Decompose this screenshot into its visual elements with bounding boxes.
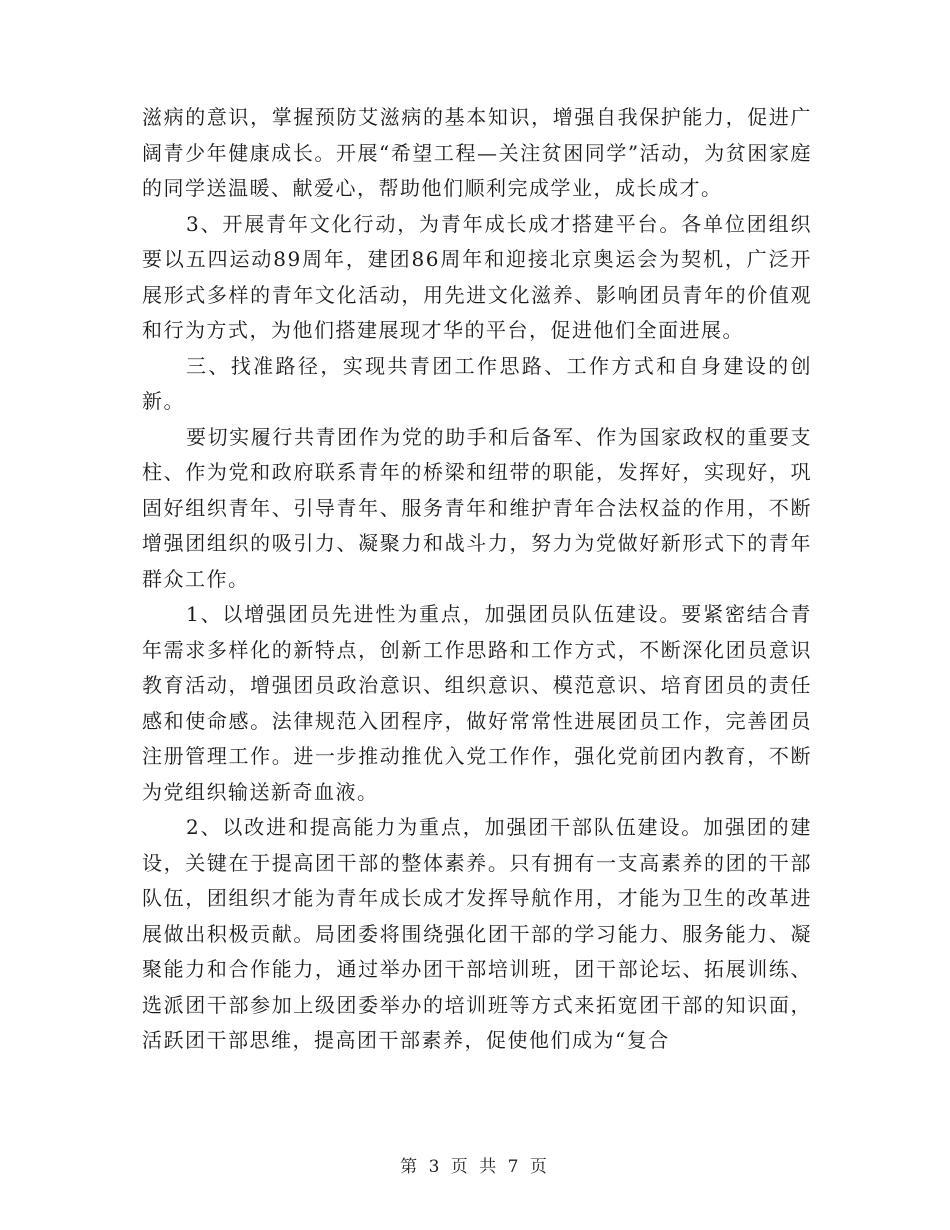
section-heading-three: 三、找准路径，实现共青团工作思路、工作方式和自身建设的创新。 bbox=[142, 353, 812, 413]
paragraph-continuation: 滋病的意识，掌握预防艾滋病的基本知识，增强自我保护能力，促进广阔青少年健康成长。开展“希望工程—关注贫困同学”活动，为贫困家庭的同学送温暖、献爱心，帮助他们顺利完成学业，成长成才。 bbox=[142, 105, 812, 200]
paragraph-league-duties: 要切实履行共青团作为党的助手和后备军、作为国家政权的重要支柱、作为党和政府联系青年的桥梁和纽带的职能，发挥好，实现好，巩固好组织青年、引导青年、服务青年和维护青年合法权益的作用，不断增强团组织的吸引力、凝聚力和战斗力，努力为党做好新形式下的青年群众工作。 bbox=[142, 424, 812, 591]
page-number-footer: 第 3 页 共 7 页 bbox=[400, 1157, 550, 1177]
body-text bbox=[142, 100, 812, 1059]
paragraph-cadre-team: 2、以改进和提高能力为重点，加强团干部队伍建设。加强团的建设，关键在于提高团干部的整体素养。只有拥有一支高素养的团的干部队伍，团组织才能为青年成长成才发挥导航作用，才能为卫生的改革进展做出积极贡献。局团委将围绕强化团干部的学习能力、服务能力、凝聚能力和合作能力，通过举办团干部培训班，团干部论坛、拓展训练、选派团干部参加上级团委举办的培训班等方式来拓宽团干部的知识面，活跃团干部思维，提高团干部素养，促使他们成为“复合 bbox=[142, 815, 812, 1052]
paragraph-youth-culture: 3、开展青年文化行动，为青年成长成才搭建平台。各单位团组织要以五四运动89周年，建团86周年和迎接北京奥运会为契机，广泛开展形式多样的青年文化活动，用先进文化滋养、影响团员青年的价值观和行为方式，为他们搭建展现才华的平台，促进他们全面进展。 bbox=[142, 211, 812, 342]
paragraph-member-team: 1、以增强团员先进性为重点，加强团员队伍建设。要紧密结合青年需求多样化的新特点，创新工作思路和工作方式，不断深化团员意识教育活动，增强团员政治意识、组织意识、模范意识、培育团员的责任感和使命感。法律规范入团程序，做好常常性进展团员工作，完善团员注册管理工作。进一步推动推优入党工作作，强化党前团内教育，不断为党组织输送新奇血液。 bbox=[142, 602, 812, 804]
